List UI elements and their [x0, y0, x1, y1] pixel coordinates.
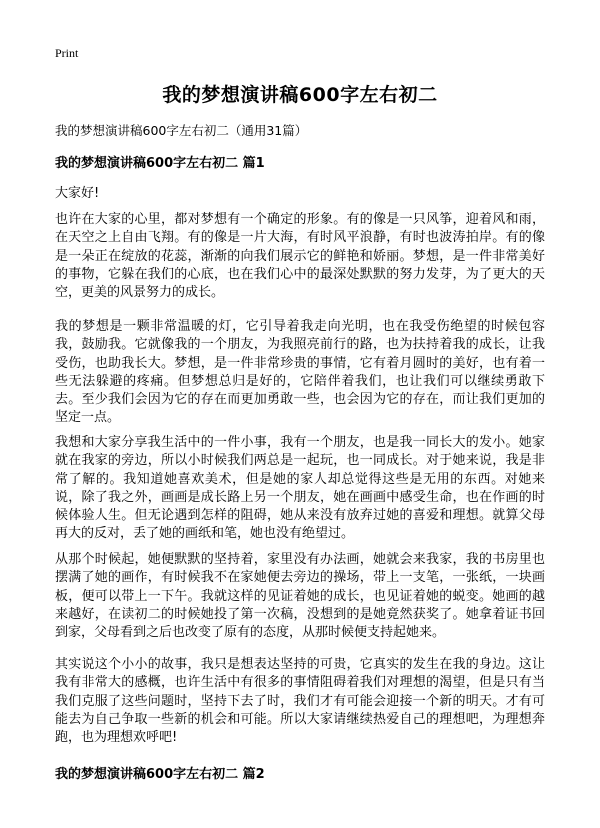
- print-label[interactable]: Print: [55, 46, 79, 60]
- greeting-text: 大家好!: [55, 186, 100, 201]
- paragraph-4: 从那个时候起，她便默默的坚持着，家里没有办法画，她就会来我家，我的书房里也摆满了她的画作，有时候我不在家她便去旁边的操场，带上一支笔，一张纸，一块画板，便可以带上一下午。我就这样的见证着她的成长，也见证着她的蜕变。她画的越来越好，在读初二的时候她投了第一次稿，没想到的是她竟然获奖了。她拿着证书回到家，父母看到之后也改变了原有的态度，从那时候便支持起她来。: [55, 552, 545, 641]
- paragraph-2: 我的梦想是一颗非常温暖的灯，它引导着我走向光明，也在我受伤绝望的时候包容我，鼓励我。它就像我的一个朋友，为我照亮前行的路，也为扶持着我的成长，让我受伤，也助我长大。梦想，是一件非常珍贵的事情，它有着月圆时的美好，也有着一些无法躲避的疼痛。但梦想总归是好的，它陪伴着我们，也让我们可以继续勇敢下去。至少我们会因为它的存在而更加勇敢一些，也会因为它的存在，而让我们更加的坚定一点。: [55, 319, 545, 426]
- document-subtitle: 我的梦想演讲稿600字左右初二（通用31篇）: [55, 123, 308, 138]
- paragraph-3: 我想和大家分享我生活中的一件小事，我有一个朋友，也是我一同长大的发小。她家就在我家的旁边，所以小时候我们两总是一起玩，也一同成长。对于她来说，我是非常了解的。我知道她喜欢美术，但是她的家人却总觉得这些是无用的东西。对她来说，除了我之外，画画是成长路上另一个朋友，她在画画中感受生命，也在作画的时候体验人生。但无论遇到怎样的阻碍，她从来没有放弃过她的喜爱和理想。就算父母再大的反对，丢了她的画纸和笔，她也没有绝望过。: [55, 435, 545, 542]
- paragraph-5: 其实说这个小小的故事，我只是想表达坚持的可贵，它真实的发生在我的身边。这让我有非常大的感概，也许生活中有很多的事情阻碍着我们对理想的渴望，但是只有当我们克服了这些问题时，坚持下去了时，我们才有可能会迎接一个新的明天。才有可能去为自己争取一些新的机会和可能。所以大家请继续热爱自己的理想吧，为理想奔跑，也为理想欢呼吧!: [55, 657, 545, 746]
- section-heading-1: 我的梦想演讲稿600字左右初二 篇1: [55, 156, 265, 171]
- section-heading-2: 我的梦想演讲稿600字左右初二 篇2: [55, 767, 265, 782]
- page-title: 我的梦想演讲稿600字左右初二: [162, 84, 438, 106]
- paragraph-1: 也许在大家的心里，都对梦想有一个确定的形象。有的像是一只风筝，迎着风和雨，在天空之上自由飞翔。有的像是一片大海，有时风平浪静，有时也波涛拍岸。有的像是一朵正在绽放的花蕊，渐渐的向我们展示它的鲜艳和娇丽。梦想，是一件非常美好的事物，它躲在我们的心底，也在我们心中的最深处默默的努力发芽，为了更大的天空，更美的风景努力的成长。: [55, 212, 545, 301]
